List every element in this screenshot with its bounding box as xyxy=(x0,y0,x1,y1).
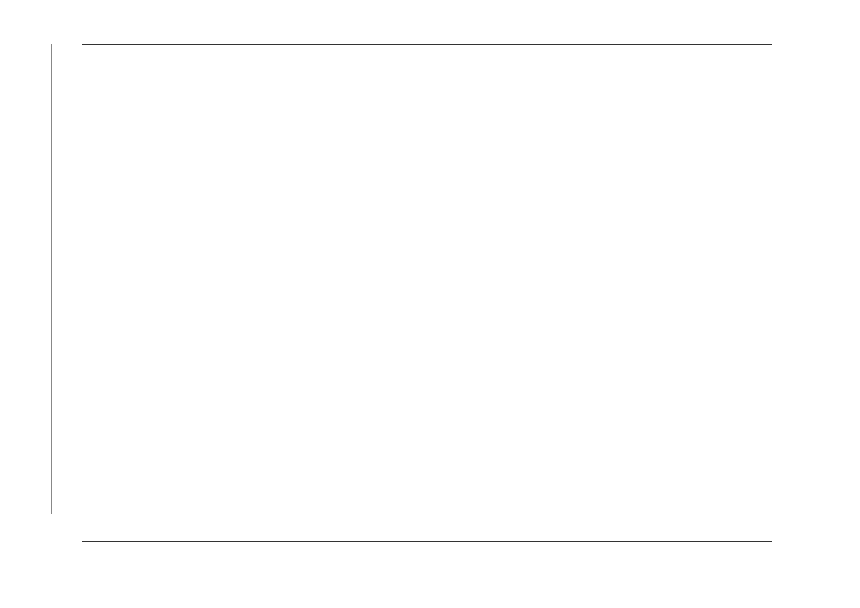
option xyxy=(86,371,226,388)
option-row xyxy=(86,148,426,165)
option xyxy=(226,354,366,371)
option xyxy=(296,526,366,543)
question-line xyxy=(86,251,426,268)
option-row xyxy=(86,354,426,371)
option xyxy=(156,234,226,251)
option xyxy=(226,492,296,509)
binding-line xyxy=(51,44,52,514)
option xyxy=(226,371,366,388)
option xyxy=(296,303,366,320)
option-row xyxy=(86,79,426,96)
option xyxy=(296,457,366,474)
option xyxy=(296,492,366,509)
question-line xyxy=(86,62,426,79)
right-column xyxy=(465,62,770,79)
option xyxy=(226,200,296,217)
option xyxy=(226,79,366,96)
option xyxy=(226,148,296,165)
option xyxy=(226,423,366,440)
option xyxy=(296,148,366,165)
option xyxy=(86,268,156,285)
option xyxy=(156,303,226,320)
option xyxy=(86,79,226,96)
option xyxy=(296,234,366,251)
question-line xyxy=(86,440,426,457)
question-line xyxy=(86,285,426,302)
option xyxy=(86,200,156,217)
option xyxy=(296,268,366,285)
option xyxy=(86,406,226,423)
question-line xyxy=(86,131,426,148)
question-line xyxy=(86,217,426,234)
option-row xyxy=(86,268,426,285)
option xyxy=(156,526,226,543)
question-line xyxy=(465,62,770,79)
option xyxy=(156,268,226,285)
option xyxy=(226,457,296,474)
option xyxy=(226,406,366,423)
option-row xyxy=(86,371,426,388)
option xyxy=(86,492,156,509)
option xyxy=(226,96,366,113)
option xyxy=(156,492,226,509)
question-line xyxy=(86,509,426,526)
question-line xyxy=(86,182,426,199)
option xyxy=(86,96,226,113)
question-line xyxy=(86,114,426,131)
option-row xyxy=(86,526,426,543)
option-row xyxy=(86,303,426,320)
option xyxy=(86,457,156,474)
top-rule xyxy=(82,44,772,45)
option xyxy=(296,200,366,217)
option xyxy=(86,423,226,440)
left-column xyxy=(86,62,426,543)
option-row xyxy=(86,406,426,423)
option xyxy=(86,234,156,251)
option-row xyxy=(86,96,426,113)
option xyxy=(226,234,296,251)
option xyxy=(226,526,296,543)
option-row xyxy=(86,492,426,509)
option xyxy=(226,268,296,285)
option-row xyxy=(86,423,426,440)
option xyxy=(86,354,226,371)
question-line xyxy=(86,389,426,406)
question-line xyxy=(86,320,426,337)
option-row xyxy=(86,457,426,474)
option xyxy=(86,148,156,165)
option xyxy=(86,526,156,543)
question-line xyxy=(86,165,426,182)
option-row xyxy=(86,234,426,251)
question-line xyxy=(86,337,426,354)
option xyxy=(86,303,156,320)
option xyxy=(156,148,226,165)
option-row xyxy=(86,200,426,217)
option xyxy=(156,200,226,217)
question-line xyxy=(86,475,426,492)
option xyxy=(226,303,296,320)
option xyxy=(156,457,226,474)
